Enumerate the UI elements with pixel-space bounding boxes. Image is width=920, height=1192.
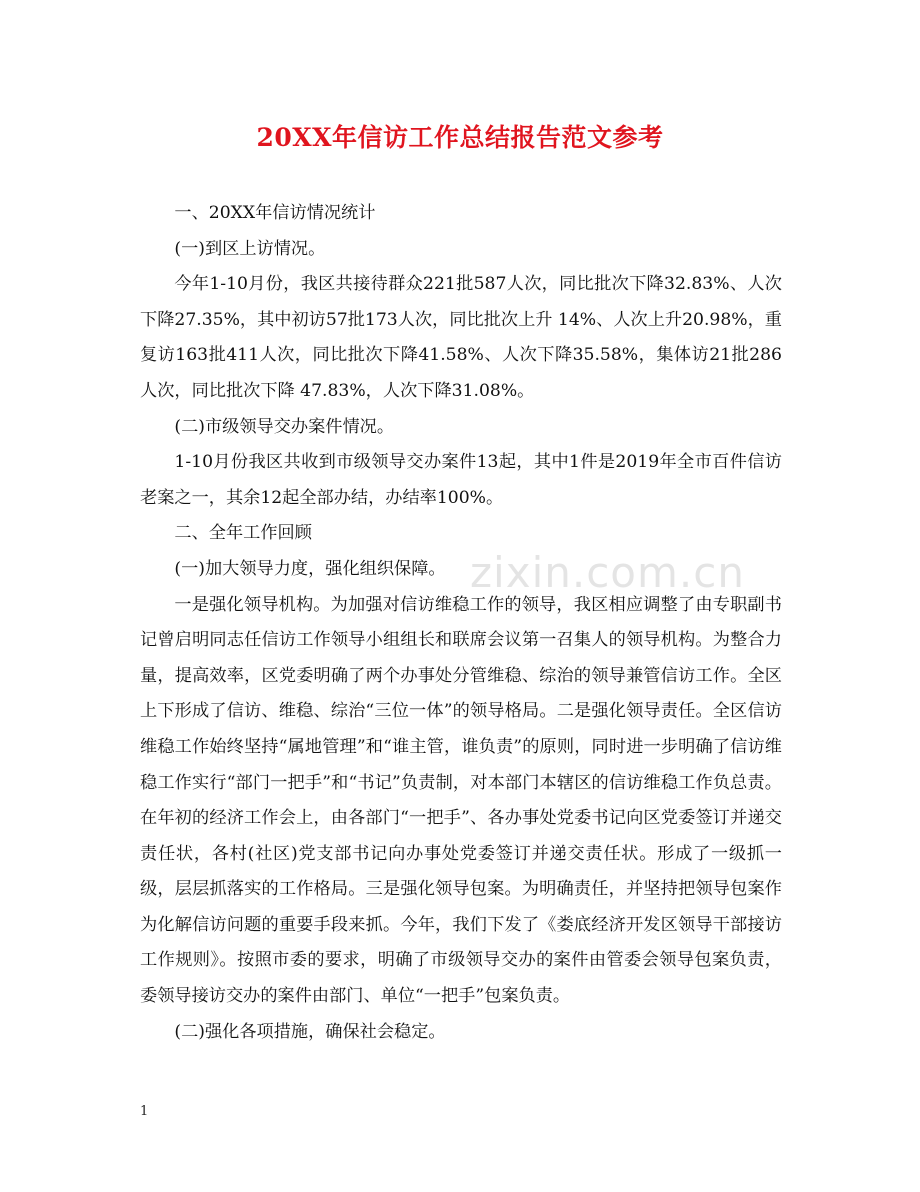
subsection-heading: (一)加大领导力度，强化组织保障。 [174,558,446,579]
subsection-heading: (二)市级领导交办案件情况。 [174,416,395,437]
body-paragraph: 一是强化领导机构。为加强对信访维稳工作的领导，我区相应调整了由专职副书记曾启明同志任信访工作领导小组组长和联席会议第一召集人的领导机构。为整合力量，提高效率，区党委明确了两个办事处分管维稳、综治的领导兼管信访工作。全区上下形成了信访、维稳、综治“三位一体”的领导格局。二是强化领导责任。全区信访维稳工作始终坚持“属地管理”和“谁主管，谁负责”的原则，同时进一步明确了信访维稳工作实行“部门一把手”和“书记”负责制，对本部门本辖区的信访维稳工作负总责。在年初的经济工作会上，由各部门“一把手”、各办事处党委书记向区党委签订并递交责任状，各村(社区)党支部书记向办事处党委签订并递交责任状。形成了一级抓一级，层层抓落实的工作格局。三是强化领导包案。为明确责任，并坚持把领导包案作为化解信访问题的重要手段来抓。今年，我们下发了《娄底经济开发区领导干部接访工作规则》。按照市委的要求，明确了市级领导交办的案件由管委会领导包案负责，委领导接访交办的案件由部门、单位“一把手”包案负责。 [140,594,782,1007]
watermark-text: zixin.com.cn [470,548,745,597]
document-title: 20XX年信访工作总结报告范文参考 [256,123,664,152]
document-body [140,196,782,1050]
subsection-heading: (一)到区上访情况。 [174,238,326,259]
subsection-heading: (二)强化各项措施，确保社会稳定。 [174,1021,446,1042]
body-paragraph: 1-10月份我区共收到市级领导交办案件13起，其中1件是2019年全市百件信访老案之一，其余12起全部办结，办结率100%。 [140,452,782,508]
section-heading: 二、全年工作回顾 [174,523,312,544]
section-heading: 一、20XX年信访情况统计 [174,203,376,223]
page-number: 1 [140,1104,149,1119]
body-paragraph: 今年1-10月份，我区共接待群众221批587人次，同比批次下降32.83%、人次下降27.35%，其中初访57批173人次，同比批次上升 14%、人次上升20.98%，重复访163批411人次，同比批次下降41.58%、人次下降35.58%，集体访21批286人次，同比批次下降 47.83%，人次下降31.08%。 [140,274,782,401]
